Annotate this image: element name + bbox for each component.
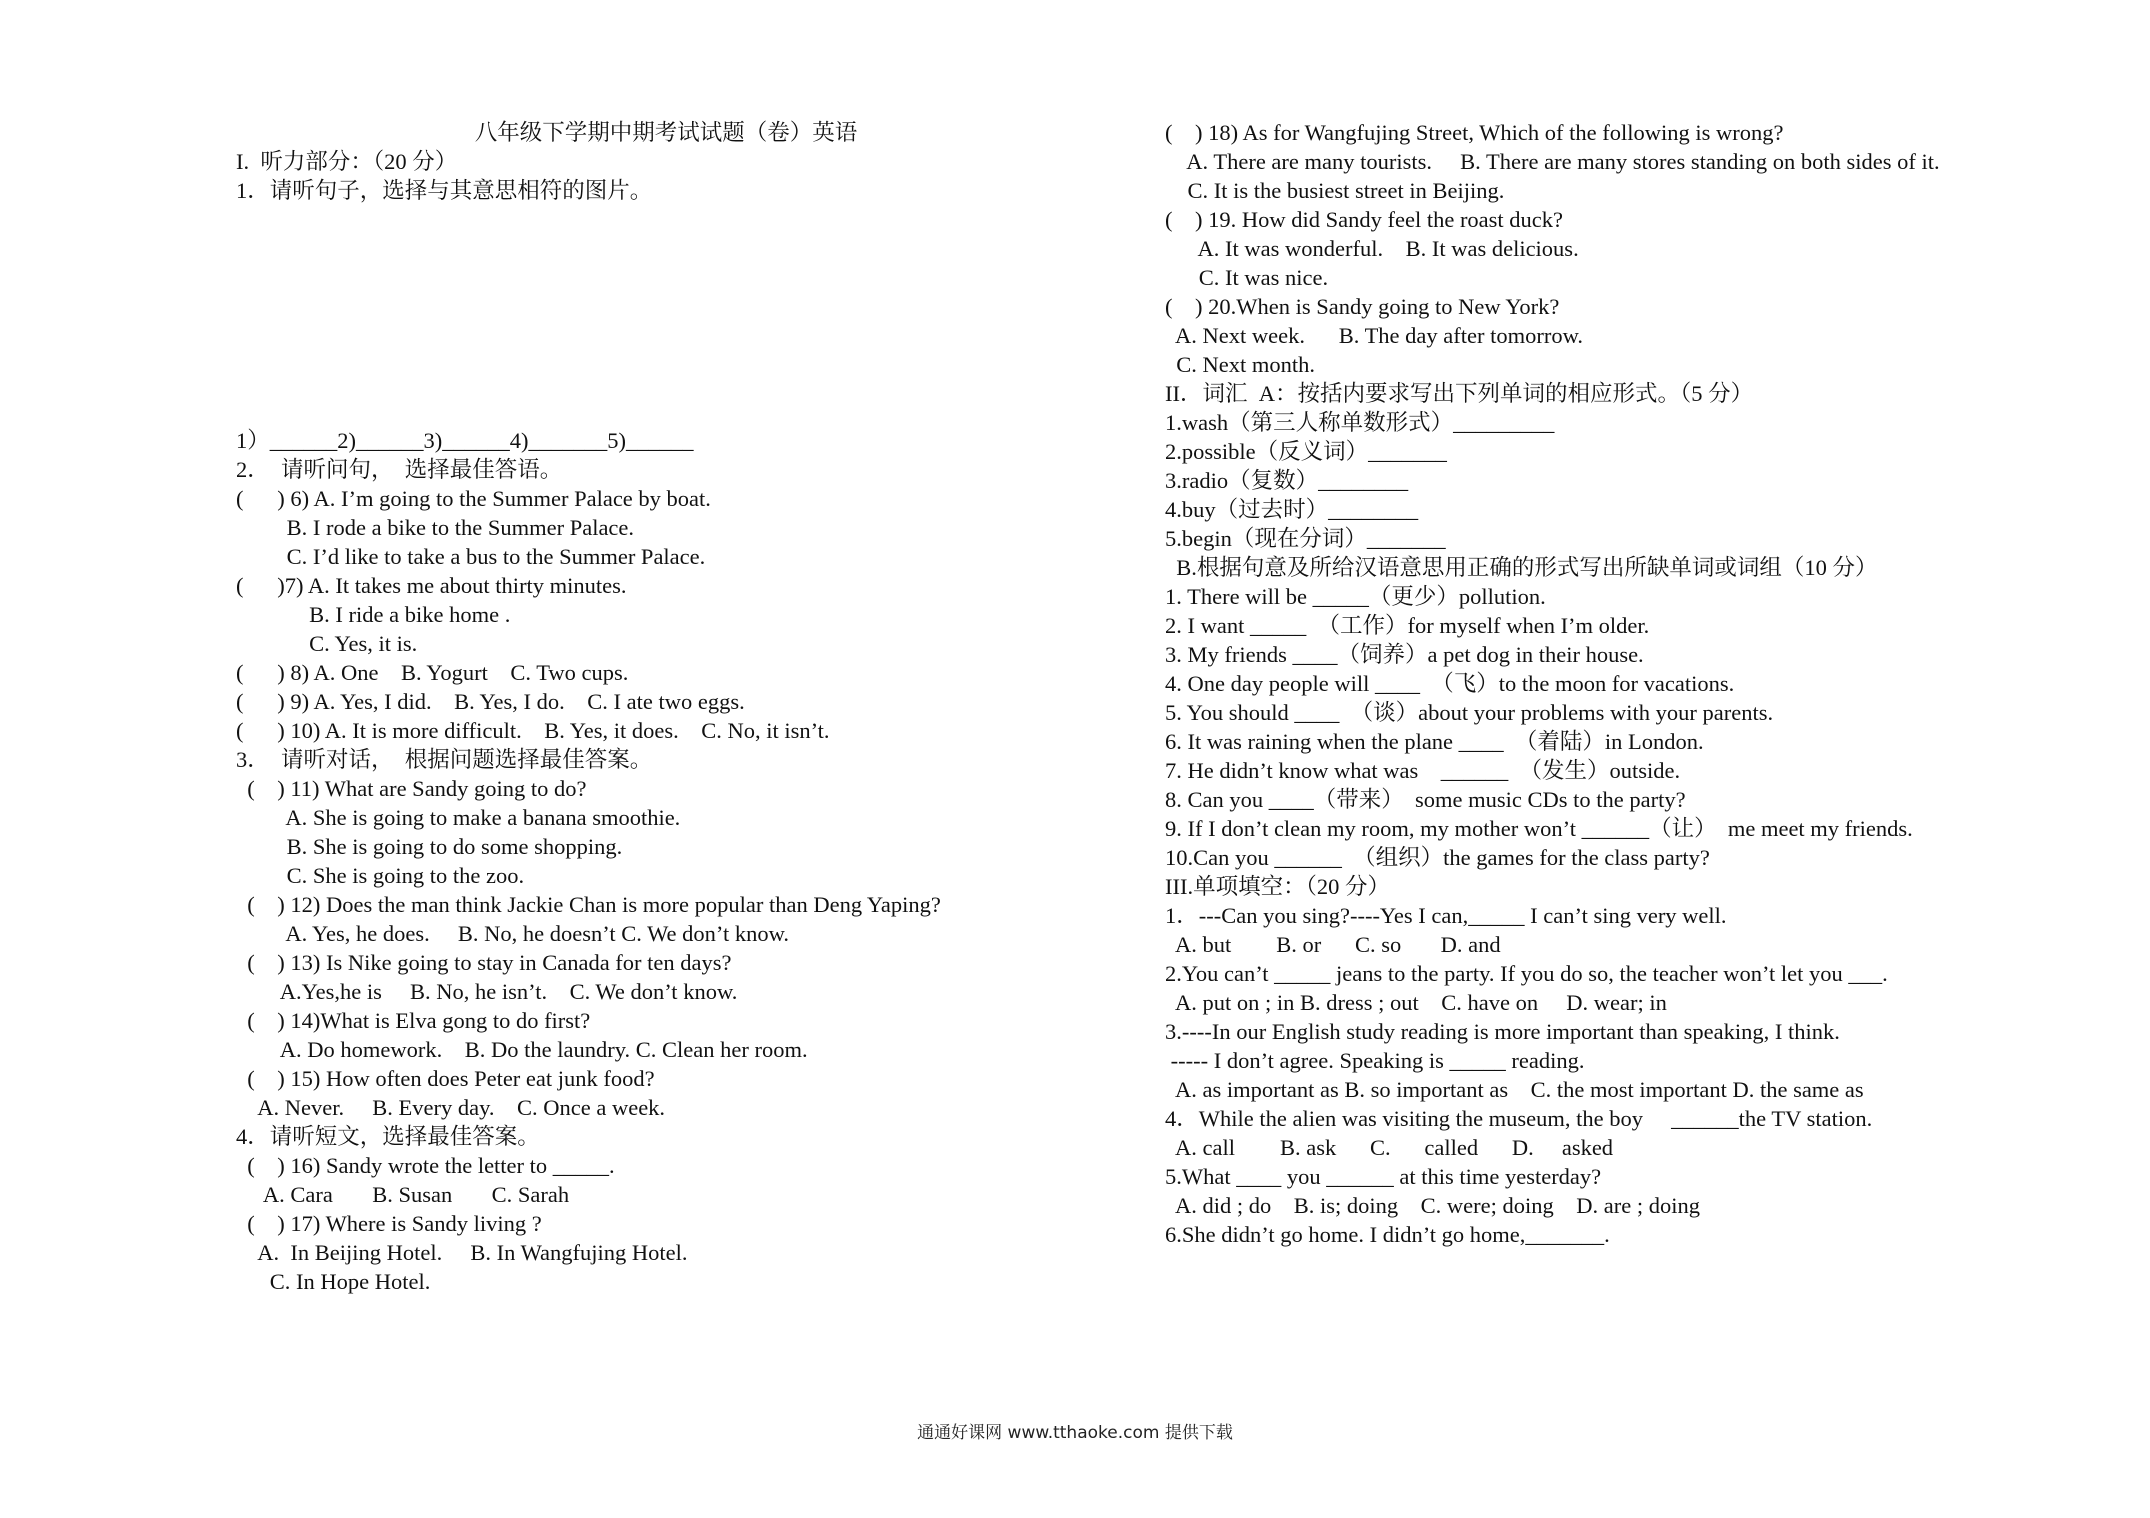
text-line: 8. Can you ____（带来） some music CDs to the party? xyxy=(1165,787,1686,812)
left-lines-b xyxy=(236,426,1096,1296)
text-line: ( ) 12) Does the man think Jackie Chan is more popular than Deng Yaping? xyxy=(236,892,941,917)
text-line: I. 听力部分：（20 分） xyxy=(236,149,458,174)
text-line: 6.She didn’t go home. I didn’t go home,_______. xyxy=(1165,1222,1610,1247)
exam-title: 八年级下学期中期考试试题（卷）英语 xyxy=(474,120,858,145)
text-line: C. In Hope Hotel. xyxy=(236,1269,431,1294)
text-line: C. It was nice. xyxy=(1165,265,1329,290)
text-line: ( ) 6) A. I’m going to the Summer Palace by boat. xyxy=(236,486,711,511)
text-line: 3． 请听对话， 根据问题选择最佳答案。 xyxy=(236,747,653,772)
text-line: 1．---Can you sing?----Yes I can,_____ I can’t sing very well. xyxy=(1165,903,1727,928)
text-line: 2． 请听问句， 选择最佳答语。 xyxy=(236,457,563,482)
text-line: C. I’d like to take a bus to the Summer Palace. xyxy=(236,544,706,569)
text-line: C. Yes, it is. xyxy=(236,631,418,656)
text-line: 2.You can’t _____ jeans to the party. If you do so, the teacher won’t let you ___. xyxy=(1165,961,1888,986)
footer-watermark: 通通好课网 www.tthaoke.com 提供下载 xyxy=(917,1423,1233,1443)
text-line: A. Yes, he does. B. No, he doesn’t C. We don’t know. xyxy=(236,921,789,946)
text-line: II．词汇 A：按括内要求写出下列单词的相应形式。（5 分） xyxy=(1165,381,1754,406)
text-line: 6. It was raining when the plane ____ （着陆）in London. xyxy=(1165,729,1704,754)
text-line: 4. One day people will ____ （飞）to the moon for vacations. xyxy=(1165,671,1735,696)
text-line: A. did ; do B. is; doing C. were; doing D. are ; doing xyxy=(1165,1193,1700,1218)
text-line: A. put on ; in B. dress ; out C. have on D. wear; in xyxy=(1165,990,1667,1015)
text-line: A. There are many tourists. B. There are many stores standing on both sides of it. xyxy=(1165,149,1940,174)
text-line: A. Next week. B. The day after tomorrow. xyxy=(1165,323,1584,348)
text-line: 5.What ____ you ______ at this time yesterday? xyxy=(1165,1164,1602,1189)
text-line: 1．请听句子，选择与其意思相符的图片。 xyxy=(236,178,653,203)
text-line: 7. He didn’t know what was ______ （发生）outside. xyxy=(1165,758,1681,783)
text-line: A. Do homework. B. Do the laundry. C. Clean her room. xyxy=(236,1037,808,1062)
text-line: A. but B. or C. so D. and xyxy=(1165,932,1501,957)
text-line: ( ) 13) Is Nike going to stay in Canada for ten days? xyxy=(236,950,732,975)
right-lines xyxy=(1165,118,2125,1249)
text-line: A.Yes,he is B. No, he isn’t. C. We don’t know. xyxy=(236,979,738,1004)
text-line: C. Next month. xyxy=(1165,352,1315,377)
text-line: 2.possible（反义词）_______ xyxy=(1165,439,1447,464)
right-column xyxy=(1165,118,2125,1249)
text-line: A. She is going to make a banana smoothie. xyxy=(236,805,681,830)
text-line: III.单项填空：（20 分） xyxy=(1165,874,1390,899)
text-line: ( )7) A. It takes me about thirty minutes. xyxy=(236,573,627,598)
text-line: ( ) 14)What is Elva gong to do first? xyxy=(236,1008,591,1033)
text-line: B. I ride a bike home . xyxy=(236,602,511,627)
text-line: B. She is going to do some shopping. xyxy=(236,834,623,859)
text-line: ( ) 18) As for Wangfujing Street, Which of the following is wrong? xyxy=(1165,120,1784,145)
text-line: 3. My friends ____（饲养）a pet dog in their house. xyxy=(1165,642,1644,667)
left-lines-a xyxy=(236,147,1096,205)
text-line: 4．While the alien was visiting the museum, the boy ______the TV station. xyxy=(1165,1106,1873,1131)
text-line: A. In Beijing Hotel. B. In Wangfujing Hotel. xyxy=(236,1240,688,1265)
text-line: A. It was wonderful. B. It was delicious. xyxy=(1165,236,1579,261)
text-line: B. I rode a bike to the Summer Palace. xyxy=(236,515,635,540)
text-line: ( ) 9) A. Yes, I did. B. Yes, I do. C. I ate two eggs. xyxy=(236,689,745,714)
left-column xyxy=(236,118,1096,1296)
text-line: ( ) 15) How often does Peter eat junk food? xyxy=(236,1066,655,1091)
text-line: 1. There will be _____（更少）pollution. xyxy=(1165,584,1546,609)
text-line: A. Never. B. Every day. C. Once a week. xyxy=(236,1095,666,1120)
text-line: 4.buy（过去时）________ xyxy=(1165,497,1419,522)
picture-area xyxy=(236,205,1096,426)
text-line: 1.wash（第三人称单数形式）_________ xyxy=(1165,410,1555,435)
text-line: C. It is the busiest street in Beijing. xyxy=(1165,178,1505,203)
text-line: ( ) 11) What are Sandy going to do? xyxy=(236,776,587,801)
text-line: ----- I don’t agree. Speaking is _____ reading. xyxy=(1165,1048,1585,1073)
text-line: A. Cara B. Susan C. Sarah xyxy=(236,1182,570,1207)
text-line: 5.begin（现在分词）_______ xyxy=(1165,526,1446,551)
text-line: 2. I want _____ （工作）for myself when I’m older. xyxy=(1165,613,1650,638)
text-line: 9. If I don’t clean my room, my mother won’t ______（让） me meet my friends. xyxy=(1165,816,1913,841)
text-line: C. She is going to the zoo. xyxy=(236,863,525,888)
text-line: ( ) 17) Where is Sandy living ? xyxy=(236,1211,542,1236)
text-line: 4．请听短文，选择最佳答案。 xyxy=(236,1124,540,1149)
text-line: 1）______2)______3)______4)_______5)______ xyxy=(236,428,694,453)
text-line: ( ) 10) A. It is more difficult. B. Yes, it does. C. No, it isn’t. xyxy=(236,718,830,743)
text-line: ( ) 20.When is Sandy going to New York? xyxy=(1165,294,1560,319)
text-line: 5. You should ____ （谈）about your problems with your parents. xyxy=(1165,700,1774,725)
text-line: A. call B. ask C. called D. asked xyxy=(1165,1135,1614,1160)
text-line: 10.Can you ______ （组织）the games for the class party? xyxy=(1165,845,1710,870)
text-line: ( ) 16) Sandy wrote the letter to _____. xyxy=(236,1153,615,1178)
text-line: A. as important as B. so important as C. the most important D. the same as xyxy=(1165,1077,1864,1102)
text-line: 3.----In our English study reading is more important than speaking, I think. xyxy=(1165,1019,1840,1044)
text-line: ( ) 8) A. One B. Yogurt C. Two cups. xyxy=(236,660,629,685)
text-line: B.根据句意及所给汉语意思用正确的形式写出所缺单词或词组（10 分） xyxy=(1165,555,1878,580)
text-line: 3.radio（复数）________ xyxy=(1165,468,1409,493)
text-line: ( ) 19. How did Sandy feel the roast duck? xyxy=(1165,207,1564,232)
